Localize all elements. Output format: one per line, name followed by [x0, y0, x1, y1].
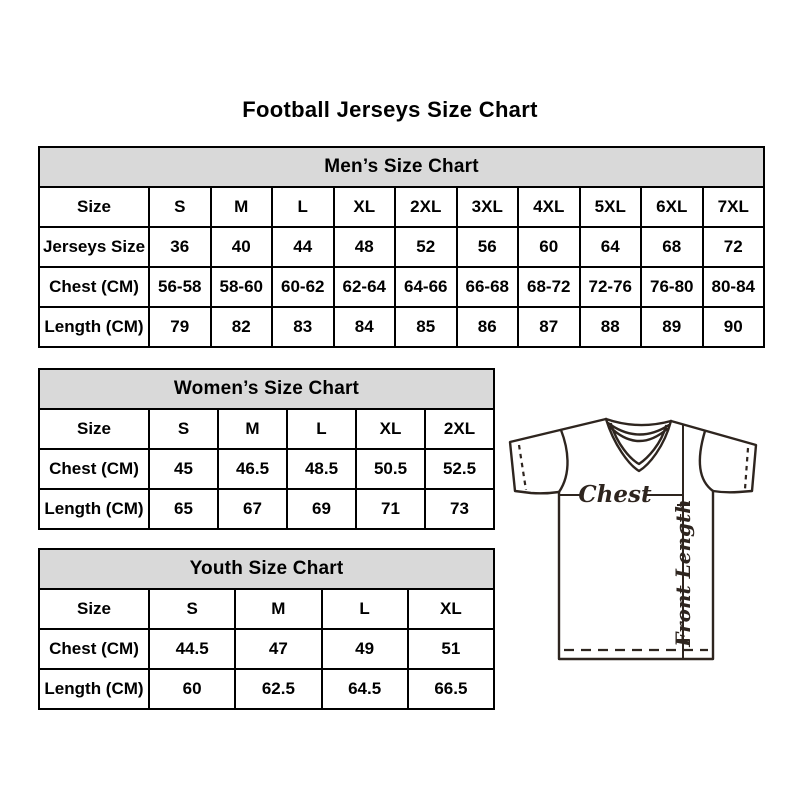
- value-cell: 40: [211, 227, 273, 267]
- value-cell: 58-60: [211, 267, 273, 307]
- header-cell: M: [235, 589, 321, 629]
- value-cell: 68-72: [518, 267, 580, 307]
- table-row: [39, 307, 764, 347]
- value-cell: 52.5: [425, 449, 494, 489]
- header-cell: L: [322, 589, 408, 629]
- section-title: Men’s Size Chart: [39, 147, 764, 187]
- value-cell: 60: [518, 227, 580, 267]
- header-cell: 3XL: [457, 187, 519, 227]
- value-cell: 66.5: [408, 669, 494, 709]
- value-cell: 52: [395, 227, 457, 267]
- value-cell: 86: [457, 307, 519, 347]
- table-row: [39, 227, 764, 267]
- value-cell: 44.5: [149, 629, 235, 669]
- value-cell: 36: [149, 227, 211, 267]
- jersey-measurement-diagram: [503, 403, 773, 668]
- section-header-row: [39, 549, 494, 589]
- value-cell: 56: [457, 227, 519, 267]
- table-row: [39, 267, 764, 307]
- table-row: [39, 669, 494, 709]
- header-cell: S: [149, 187, 211, 227]
- header-cell: Length (CM): [39, 489, 149, 529]
- value-cell: 73: [425, 489, 494, 529]
- header-cell: 2XL: [395, 187, 457, 227]
- value-cell: 68: [641, 227, 703, 267]
- value-cell: 87: [518, 307, 580, 347]
- header-cell: M: [211, 187, 273, 227]
- value-cell: 89: [641, 307, 703, 347]
- table-row: [39, 589, 494, 629]
- mens-size-chart-table: [38, 146, 765, 348]
- womens-size-chart-table: [38, 368, 495, 530]
- value-cell: 82: [211, 307, 273, 347]
- value-cell: 84: [334, 307, 396, 347]
- youth-size-chart-table: [38, 548, 495, 710]
- section-header-row: [39, 147, 764, 187]
- value-cell: 88: [580, 307, 642, 347]
- jersey-collar-top: [606, 419, 671, 425]
- header-cell: Length (CM): [39, 307, 149, 347]
- value-cell: 65: [149, 489, 218, 529]
- value-cell: 56-58: [149, 267, 211, 307]
- value-cell: 80-84: [703, 267, 765, 307]
- value-cell: 83: [272, 307, 334, 347]
- section-header-row: [39, 369, 494, 409]
- table-row: [39, 187, 764, 227]
- value-cell: 60: [149, 669, 235, 709]
- value-cell: 45: [149, 449, 218, 489]
- header-cell: Chest (CM): [39, 629, 149, 669]
- value-cell: 64: [580, 227, 642, 267]
- section-title: Youth Size Chart: [39, 549, 494, 589]
- value-cell: 49: [322, 629, 408, 669]
- header-cell: 4XL: [518, 187, 580, 227]
- value-cell: 79: [149, 307, 211, 347]
- header-cell: 7XL: [703, 187, 765, 227]
- value-cell: 46.5: [218, 449, 287, 489]
- header-cell: 6XL: [641, 187, 703, 227]
- value-cell: 76-80: [641, 267, 703, 307]
- header-cell: L: [287, 409, 356, 449]
- table-row: [39, 449, 494, 489]
- page-title: Football Jerseys Size Chart: [242, 97, 538, 122]
- value-cell: 72-76: [580, 267, 642, 307]
- value-cell: 50.5: [356, 449, 425, 489]
- header-cell: S: [149, 589, 235, 629]
- header-cell: XL: [408, 589, 494, 629]
- value-cell: 44: [272, 227, 334, 267]
- value-cell: 48.5: [287, 449, 356, 489]
- header-cell: S: [149, 409, 218, 449]
- value-cell: 64-66: [395, 267, 457, 307]
- header-cell: Chest (CM): [39, 449, 149, 489]
- header-cell: Size: [39, 589, 149, 629]
- value-cell: 47: [235, 629, 321, 669]
- header-cell: 5XL: [580, 187, 642, 227]
- jersey-right-armhole-seam: [700, 431, 713, 491]
- header-cell: Jerseys Size: [39, 227, 149, 267]
- header-cell: Chest (CM): [39, 267, 149, 307]
- value-cell: 66-68: [457, 267, 519, 307]
- value-cell: 85: [395, 307, 457, 347]
- value-cell: 67: [218, 489, 287, 529]
- value-cell: 51: [408, 629, 494, 669]
- left-cuff-stitch-dashed-line: [519, 445, 526, 490]
- right-cuff-stitch-dashed-line: [745, 448, 748, 489]
- value-cell: 90: [703, 307, 765, 347]
- front-length-label: Front Length: [671, 499, 695, 647]
- header-cell: M: [218, 409, 287, 449]
- value-cell: 72: [703, 227, 765, 267]
- value-cell: 62-64: [334, 267, 396, 307]
- value-cell: 71: [356, 489, 425, 529]
- table-row: [39, 629, 494, 669]
- value-cell: 48: [334, 227, 396, 267]
- jersey-left-armhole-seam: [559, 430, 568, 492]
- header-cell: XL: [356, 409, 425, 449]
- header-cell: Size: [39, 409, 149, 449]
- header-cell: Length (CM): [39, 669, 149, 709]
- value-cell: 60-62: [272, 267, 334, 307]
- value-cell: 69: [287, 489, 356, 529]
- header-cell: XL: [334, 187, 396, 227]
- header-cell: 2XL: [425, 409, 494, 449]
- header-cell: L: [272, 187, 334, 227]
- chest-label: Chest: [578, 481, 652, 508]
- section-title: Women’s Size Chart: [39, 369, 494, 409]
- header-cell: Size: [39, 187, 149, 227]
- value-cell: 64.5: [322, 669, 408, 709]
- value-cell: 62.5: [235, 669, 321, 709]
- table-row: [39, 489, 494, 529]
- table-row: [39, 409, 494, 449]
